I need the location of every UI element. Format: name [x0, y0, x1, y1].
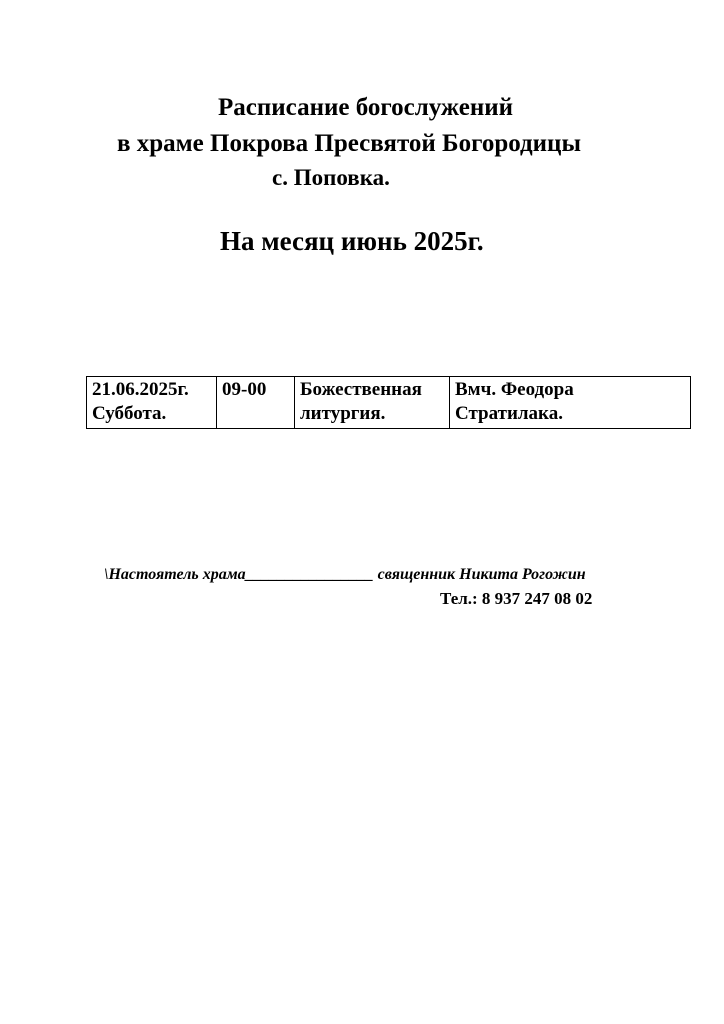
- feast-cell: [450, 377, 691, 429]
- service-cell: [295, 377, 450, 429]
- date-text: 21.06.2025г.: [92, 379, 189, 400]
- time-text: 09-00: [222, 379, 267, 400]
- schedule-table: [86, 376, 691, 429]
- weekday-text: Суббота.: [92, 403, 167, 424]
- time-cell: [217, 377, 295, 429]
- feast-text-line1: Вмч. Феодора: [455, 379, 574, 400]
- month-heading: На месяц июнь 2025г.: [220, 226, 484, 256]
- date-cell: [87, 377, 217, 429]
- church-name: в храме Покрова Пресвятой Богородицы: [117, 130, 581, 157]
- schedule-title: Расписание богослужений: [218, 94, 514, 121]
- service-text-line2: литургия.: [300, 403, 386, 424]
- service-text-line1: Божественная: [300, 379, 422, 400]
- feast-text-line2: Стратилака.: [455, 403, 563, 424]
- phone-number: Тел.: 8 937 247 08 02: [440, 589, 593, 608]
- rector-signature-line: \Настоятель храма________________ священник Никита Рогожин: [104, 566, 586, 583]
- village-name: с. Поповка.: [272, 165, 390, 190]
- table-row: [87, 377, 691, 429]
